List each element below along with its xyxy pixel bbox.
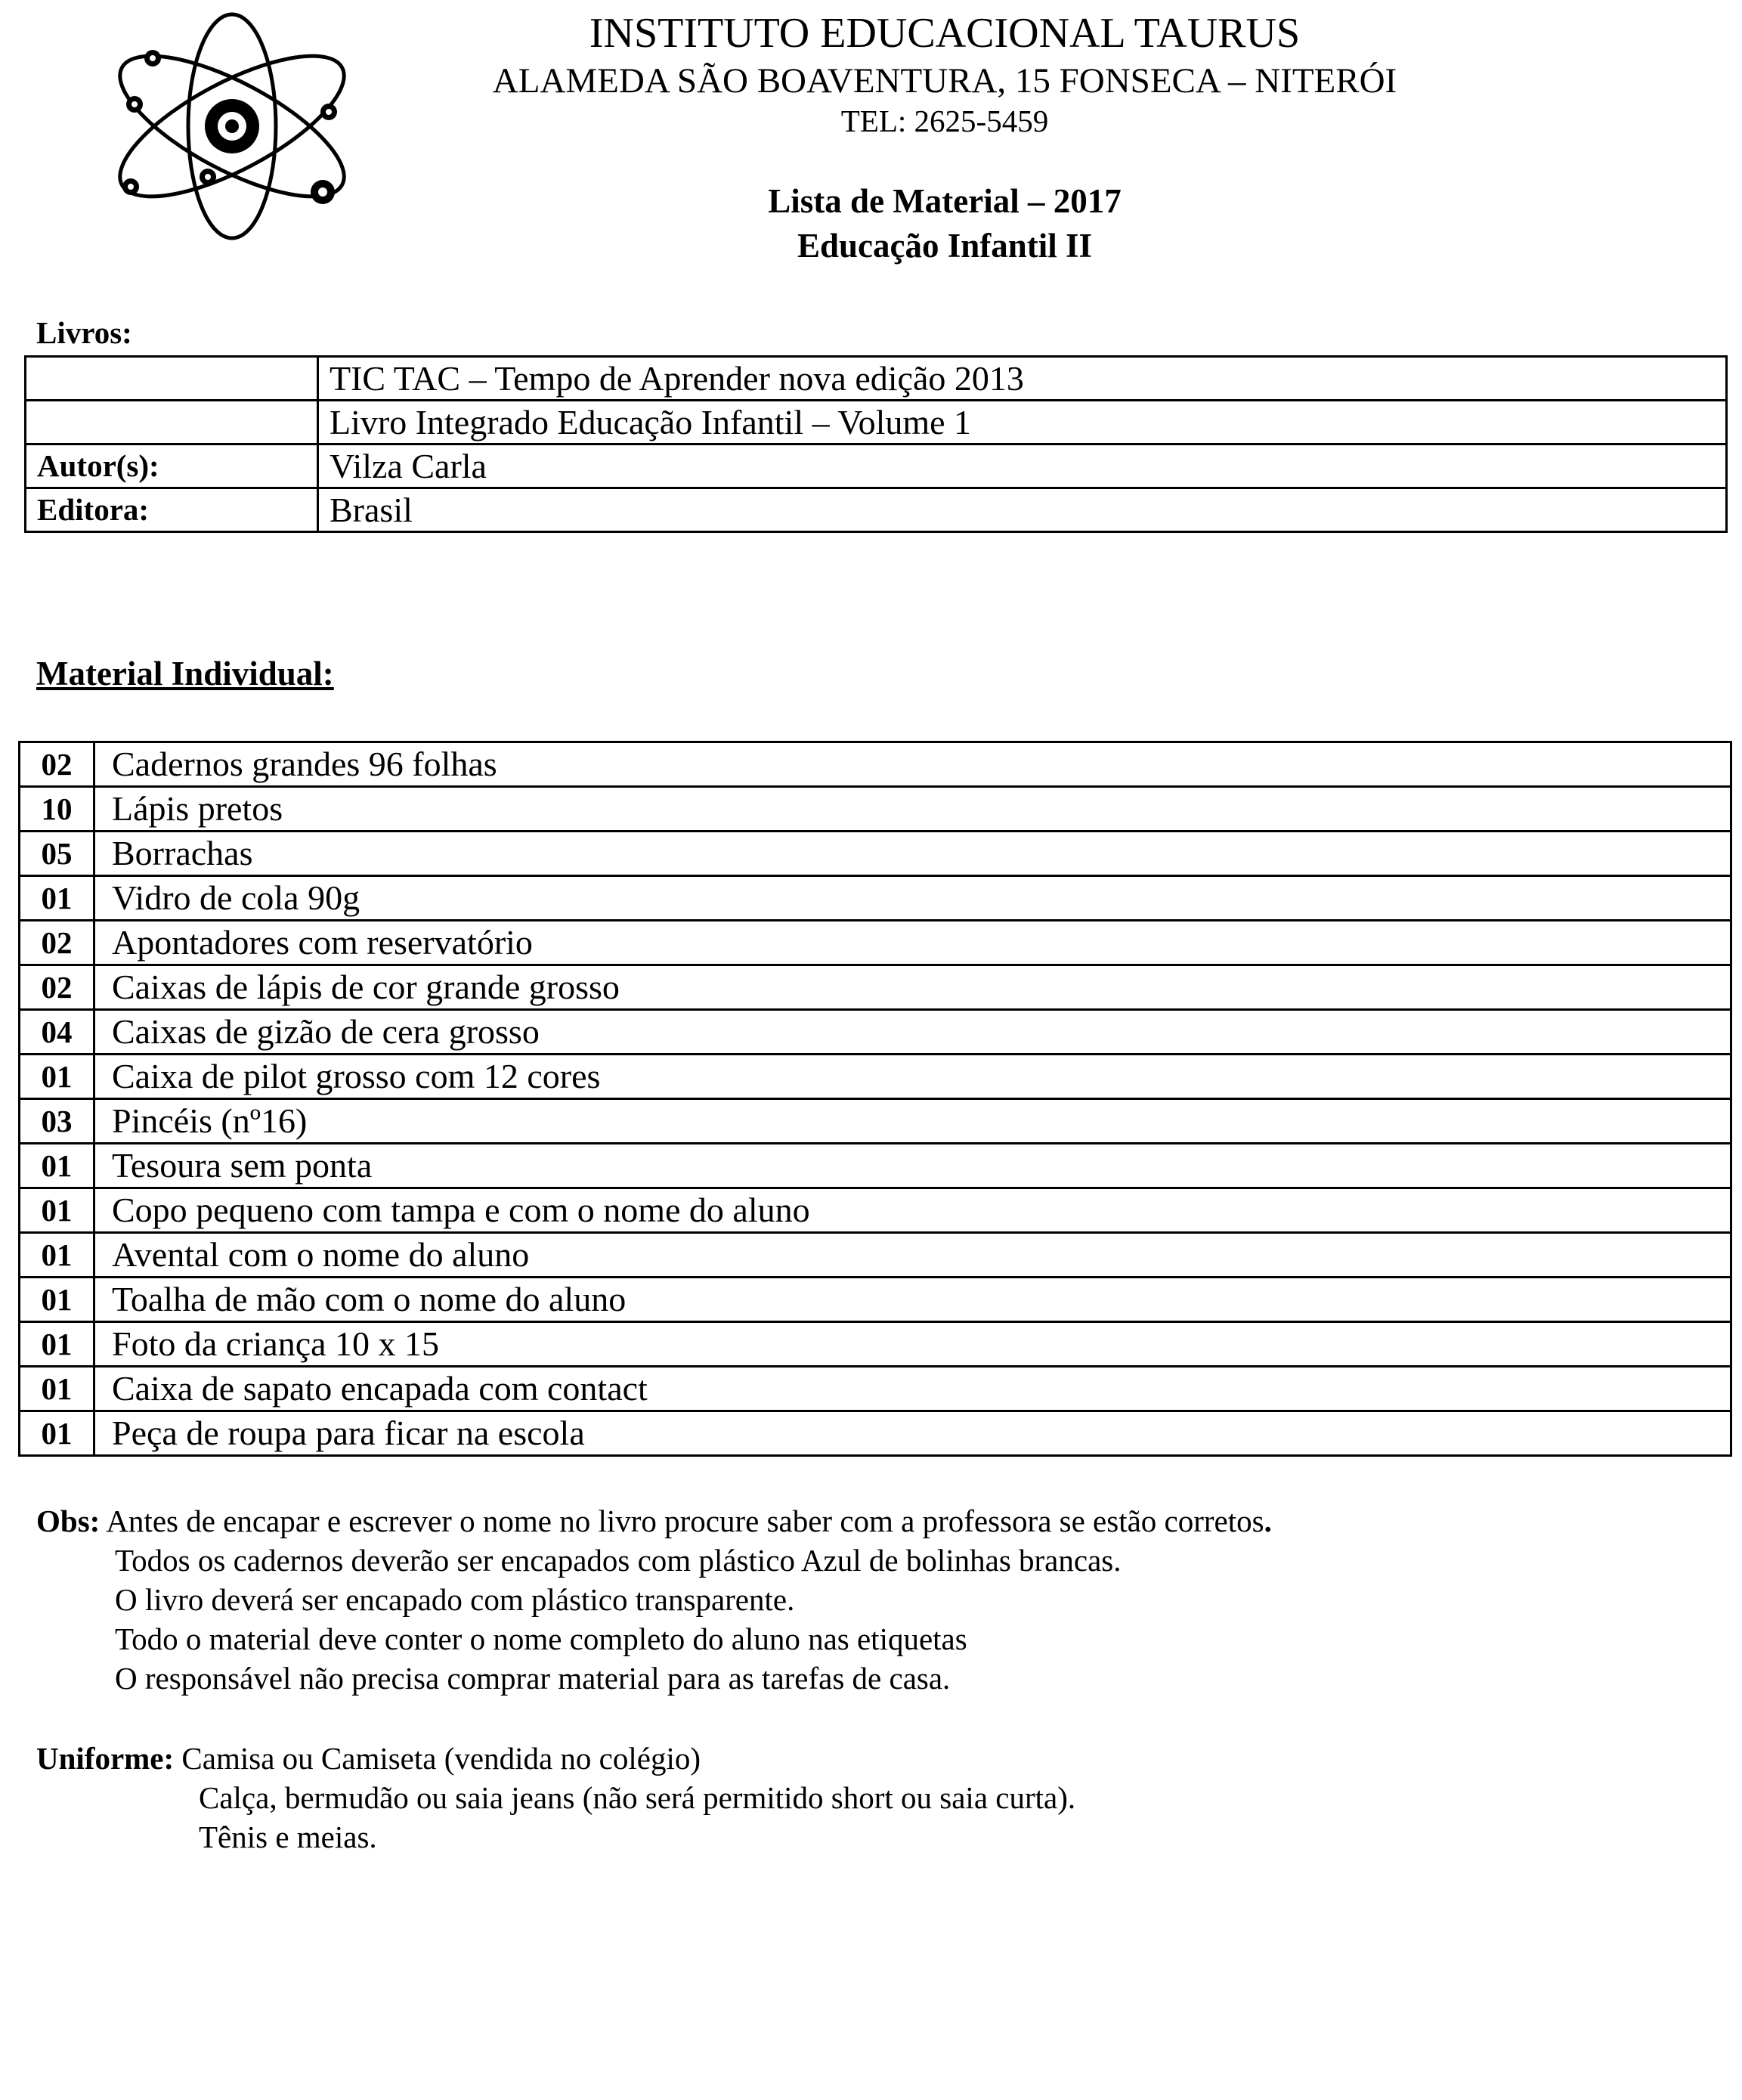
- book-row-label: [26, 357, 318, 401]
- table-row: [20, 787, 1731, 832]
- book-row-label: Editora:: [26, 488, 318, 532]
- obs-line: Todos os cadernos deverão ser encapados com plástico Azul de bolinhas brancas.: [115, 1543, 1122, 1578]
- item-description: Vidro de cola 90g: [94, 876, 1731, 921]
- book-row-value: TIC TAC – Tempo de Aprender nova edição 2013: [318, 357, 1727, 401]
- table-row: [20, 1188, 1731, 1233]
- item-quantity: 04: [20, 1010, 94, 1055]
- obs-line: O responsável não precisa comprar material para as tarefas de casa.: [115, 1661, 951, 1696]
- item-quantity: 02: [20, 965, 94, 1010]
- books-table: [24, 355, 1728, 533]
- item-description: Borrachas: [94, 832, 1731, 876]
- item-description: Apontadores com reservatório: [94, 921, 1731, 965]
- item-quantity: 01: [20, 876, 94, 921]
- book-row-value: Vilza Carla: [318, 444, 1727, 488]
- item-quantity: 05: [20, 832, 94, 876]
- item-description: Lápis pretos: [94, 787, 1731, 832]
- school-name: INSTITUTO EDUCACIONAL TAURUS: [589, 10, 1301, 57]
- list-title: Lista de Material – 2017: [768, 182, 1122, 220]
- table-row: [20, 832, 1731, 876]
- item-description: Caixas de lápis de cor grande grosso: [94, 965, 1731, 1010]
- obs-line: Todo o material deve conter o nome completo do aluno nas etiquetas: [115, 1621, 967, 1656]
- school-address: ALAMEDA SÃO BOAVENTURA, 15 FONSECA – NITERÓI: [492, 61, 1397, 101]
- item-quantity: 01: [20, 1144, 94, 1188]
- item-description: Caixa de pilot grosso com 12 cores: [94, 1055, 1731, 1099]
- book-row-value: Brasil: [318, 488, 1727, 532]
- table-row: [20, 1233, 1731, 1278]
- item-quantity: 02: [20, 742, 94, 787]
- table-row: [20, 742, 1731, 787]
- item-description: Caixa de sapato encapada com contact: [94, 1367, 1731, 1411]
- table-row: [26, 401, 1727, 444]
- uniform-line: Tênis e meias.: [199, 1820, 377, 1854]
- uniform-text: Camisa ou Camiseta (vendida no colégio): [181, 1741, 701, 1776]
- item-quantity: 01: [20, 1233, 94, 1278]
- item-quantity: 01: [20, 1322, 94, 1367]
- table-row: [20, 1322, 1731, 1367]
- item-description: Toalha de mão com o nome do aluno: [94, 1278, 1731, 1322]
- table-row: [20, 1055, 1731, 1099]
- materials-table: [18, 741, 1732, 1457]
- item-quantity: 01: [20, 1188, 94, 1233]
- table-row: [20, 1367, 1731, 1411]
- item-description: Copo pequeno com tampa e com o nome do aluno: [94, 1188, 1731, 1233]
- table-row: [20, 921, 1731, 965]
- item-quantity: 02: [20, 921, 94, 965]
- books-heading: Livros:: [36, 315, 132, 350]
- obs-line: [36, 1503, 1272, 1539]
- item-description: Tesoura sem ponta: [94, 1144, 1731, 1188]
- table-row: [26, 357, 1727, 401]
- item-description: Peça de roupa para ficar na escola: [94, 1411, 1731, 1456]
- table-row: [20, 1411, 1731, 1456]
- table-row: [20, 1099, 1731, 1144]
- obs-line: O livro deverá ser encapado com plástico transparente.: [115, 1582, 795, 1617]
- uniform-line: [36, 1740, 701, 1776]
- school-logo-atom-icon: [102, 9, 363, 243]
- obs-line-end: .: [1264, 1504, 1272, 1538]
- item-quantity: 10: [20, 787, 94, 832]
- table-row: [20, 1010, 1731, 1055]
- school-phone: TEL: 2625-5459: [840, 104, 1049, 138]
- item-quantity: 01: [20, 1055, 94, 1099]
- item-description: Foto da criança 10 x 15: [94, 1322, 1731, 1367]
- material-heading: Material Individual:: [36, 655, 334, 692]
- item-description: Avental com o nome do aluno: [94, 1233, 1731, 1278]
- book-row-label: [26, 401, 318, 444]
- table-row: [20, 1278, 1731, 1322]
- table-row: [20, 965, 1731, 1010]
- book-row-label: Autor(s):: [26, 444, 318, 488]
- item-quantity: 03: [20, 1099, 94, 1144]
- item-quantity: 01: [20, 1278, 94, 1322]
- uniform-label: Uniforme:: [36, 1741, 175, 1776]
- list-subtitle: Educação Infantil II: [797, 227, 1093, 265]
- book-row-value: Livro Integrado Educação Infantil – Volume 1: [318, 401, 1727, 444]
- item-description: Caixas de gizão de cera grosso: [94, 1010, 1731, 1055]
- obs-label: Obs:: [36, 1504, 101, 1538]
- item-description: Cadernos grandes 96 folhas: [94, 742, 1731, 787]
- uniform-line: Calça, bermudão ou saia jeans (não será permitido short ou saia curta).: [199, 1780, 1076, 1815]
- item-quantity: 01: [20, 1367, 94, 1411]
- obs-text: Antes de encapar e escrever o nome no livro procure saber com a professora se estão corretos: [106, 1504, 1264, 1538]
- item-quantity: 01: [20, 1411, 94, 1456]
- table-row: [26, 488, 1727, 532]
- item-description: Pincéis (nº16): [94, 1099, 1731, 1144]
- table-row: [20, 1144, 1731, 1188]
- table-row: [20, 876, 1731, 921]
- table-row: [26, 444, 1727, 488]
